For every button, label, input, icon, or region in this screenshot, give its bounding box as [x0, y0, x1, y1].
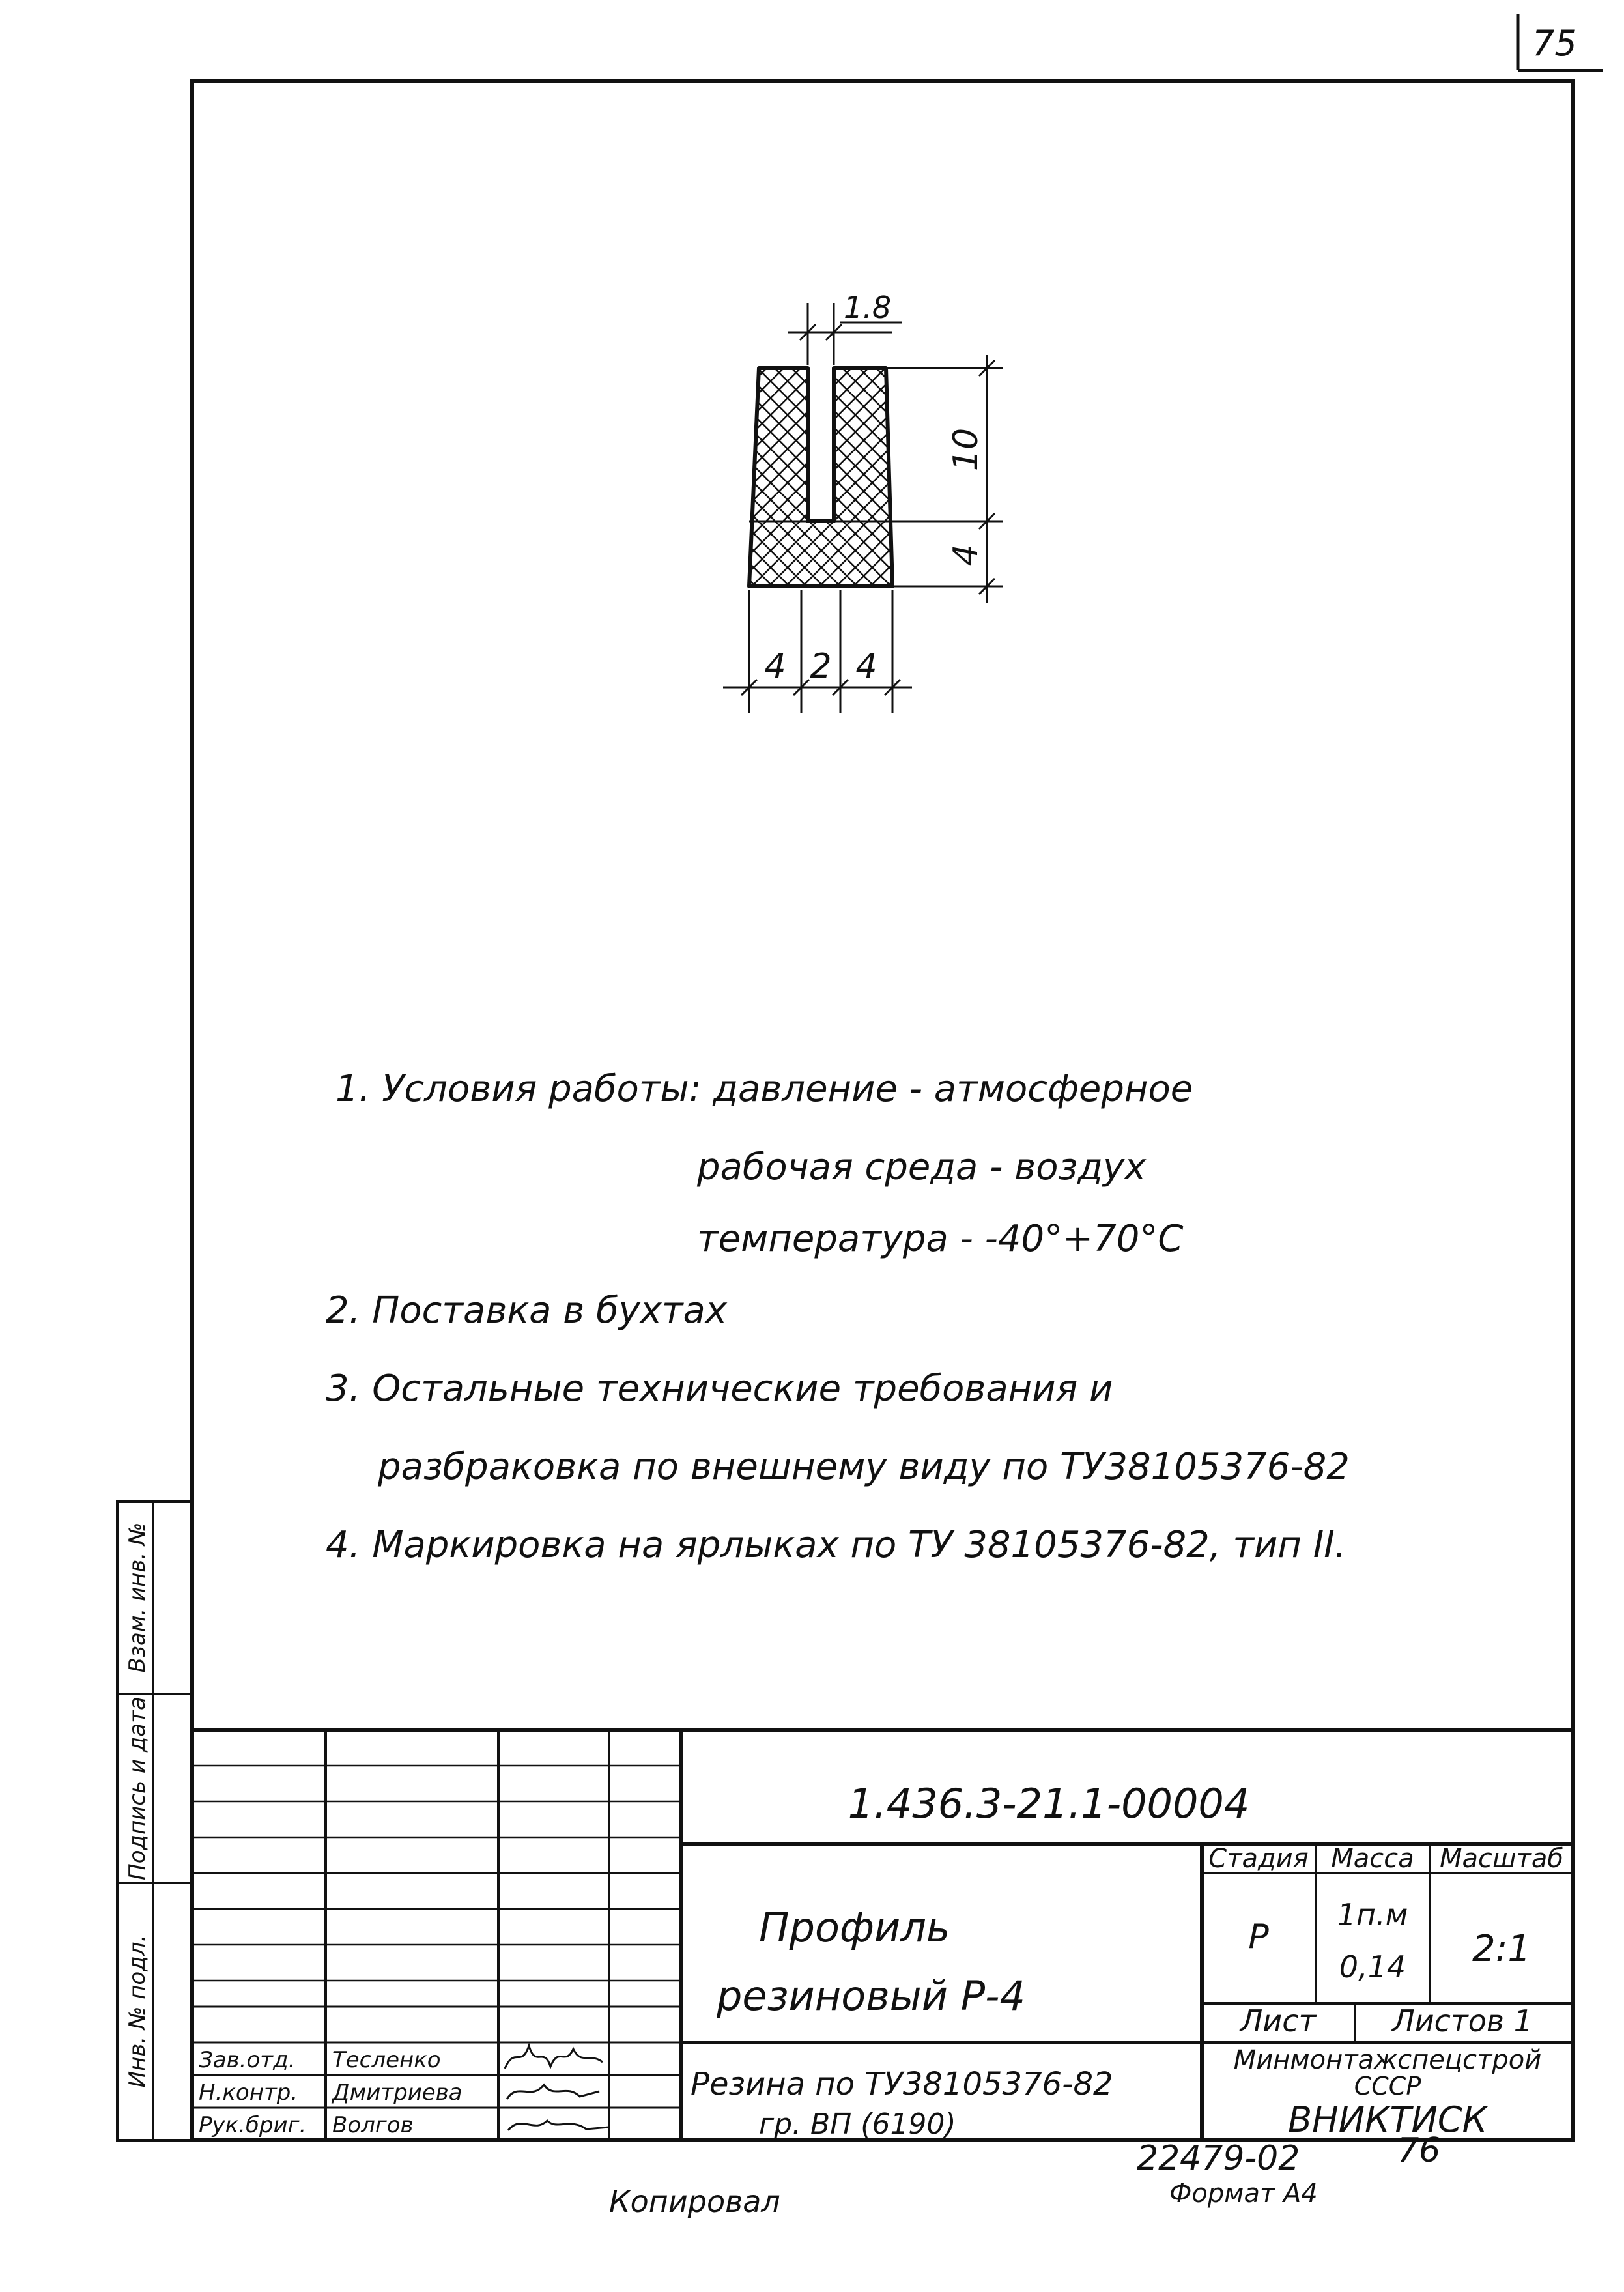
stage-header: Стадия — [1208, 1844, 1309, 1874]
person-name: Волгов — [332, 2112, 414, 2138]
document-number: 1.436.3-21.1-00004 — [848, 1780, 1250, 1827]
footer — [609, 2131, 1440, 2219]
part-name-line1: Профиль — [759, 1904, 950, 1951]
note-line: 3. Остальные технические требования и — [326, 1368, 1113, 1410]
dim-right-wall: 4 — [855, 647, 877, 686]
note-line: 1. Условия работы: давление - атмосферное — [335, 1068, 1193, 1110]
note-line: рабочая среда - воздух — [697, 1146, 1147, 1188]
person-name: Дмитриева — [332, 2080, 463, 2106]
part-name-line2: резиновый Р-4 — [717, 1972, 1025, 2020]
organization-line1: Минмонтажспецстрой — [1233, 2045, 1542, 2075]
mass-unit: 1п.м — [1337, 1897, 1408, 1932]
technical-notes — [326, 1068, 1350, 1566]
person-name: Тесленко — [332, 2047, 441, 2073]
role-label: Зав.отд. — [199, 2047, 296, 2073]
side-stamp — [117, 1502, 192, 2140]
dim-slot-width: 1.8 — [844, 290, 892, 325]
inventory-number: 22479-02 — [1137, 2139, 1300, 2178]
dim-slot-bottom: 2 — [810, 647, 832, 686]
format-label: Формат А4 — [1169, 2179, 1318, 2209]
side-stamp-top: Взам. инв. № — [124, 1522, 150, 1673]
profile-cross-section — [749, 368, 892, 586]
organization-line2: СССР — [1354, 2072, 1421, 2100]
scale-header: Масштаб — [1439, 1844, 1564, 1874]
role-label: Н.контр. — [199, 2080, 298, 2106]
dim-base-height: 4 — [947, 544, 986, 566]
sheets-label: Листов 1 — [1392, 2003, 1533, 2039]
material-line2: гр. ВП (6190) — [759, 2108, 956, 2141]
note-line: 4. Маркировка на ярлыках по ТУ 38105376-82, тип II. — [326, 1524, 1346, 1566]
scale-value: 2:1 — [1472, 1928, 1531, 1970]
side-stamp-bottom: Инв. № подл. — [124, 1934, 150, 2088]
page-number-secondary: 76 — [1397, 2131, 1441, 2170]
role-label: Рук.бриг. — [199, 2112, 307, 2138]
dim-left-wall: 4 — [764, 647, 786, 686]
sheet-label: Лист — [1240, 2003, 1317, 2039]
note-line: разбраковка по внешнему виду по ТУ38105376-82 — [378, 1446, 1350, 1488]
stage-value: Р — [1248, 1917, 1269, 1956]
signatures — [505, 2046, 609, 2130]
copied-by-label: Копировал — [609, 2184, 780, 2219]
note-line: 2. Поставка в бухтах — [326, 1289, 727, 1332]
mass-header: Масса — [1331, 1844, 1414, 1874]
side-stamp-middle: Подпись и дата — [124, 1697, 150, 1880]
page-number: 75 — [1532, 23, 1577, 64]
material-line1: Резина по ТУ38105376-82 — [691, 2066, 1113, 2102]
note-line: температура - -40°+70°С — [697, 1218, 1184, 1260]
dim-slot-depth: 10 — [947, 427, 986, 472]
title-block-text — [199, 1780, 1563, 2141]
organization-line3: ВНИКТИСК — [1288, 2099, 1487, 2140]
mass-value: 0,14 — [1339, 1949, 1406, 1984]
page-number-box — [1518, 14, 1603, 70]
